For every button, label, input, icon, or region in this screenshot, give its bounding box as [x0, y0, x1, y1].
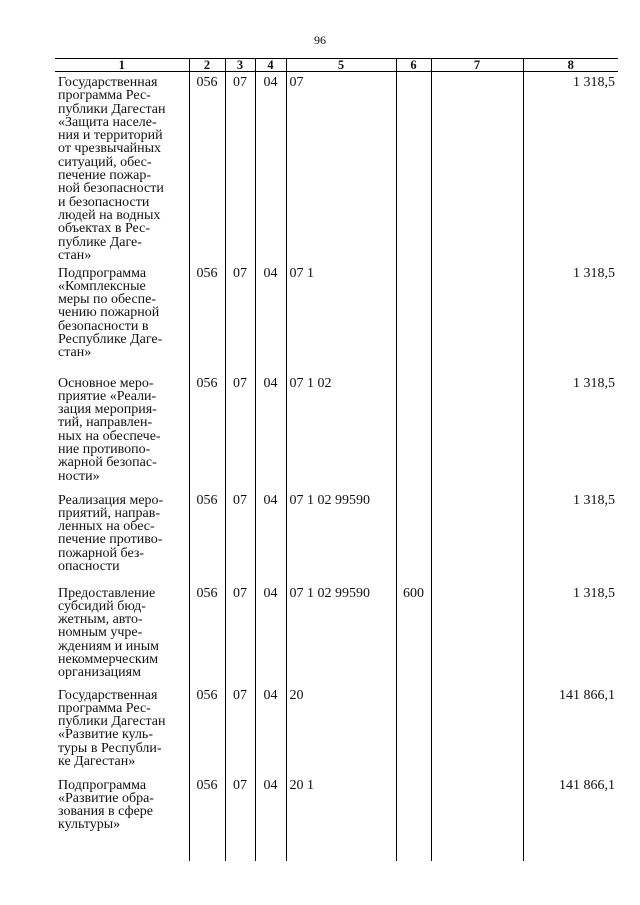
cell-extra	[431, 72, 523, 267]
row-name-line: печение пожар-	[58, 168, 152, 184]
row-name-line: ние противопо-	[58, 441, 151, 457]
cell-vr: 600	[396, 587, 431, 689]
col-header-8: 8	[523, 59, 618, 72]
cell-amount: 1 318,5	[523, 267, 618, 377]
cell-ved: 056	[189, 377, 225, 494]
row-name-line: тий, направлен-	[58, 415, 153, 431]
row-name-line: приятий, направ-	[58, 505, 161, 521]
row-name	[55, 587, 189, 689]
row-name-line: «Развитие куль-	[58, 727, 153, 743]
row-name-line: стан»	[58, 345, 92, 361]
row-name-line: печение противо-	[58, 532, 163, 548]
cell-rz: 07	[225, 587, 255, 689]
row-name-line: номным учре-	[58, 625, 143, 641]
row-name-line: ке Дагестан»	[58, 753, 136, 769]
row-name-line: меры по обеспе-	[58, 292, 157, 308]
table-row	[55, 267, 618, 377]
row-name-line: зация мероприя-	[58, 402, 157, 418]
cell-ved: 056	[189, 494, 225, 587]
cell-csr: 20 1	[286, 779, 396, 861]
cell-pr: 04	[255, 689, 286, 779]
table-row	[55, 72, 618, 267]
row-name-line: организациям	[58, 665, 141, 681]
row-name	[55, 689, 189, 779]
row-name-line: Реализация меро-	[58, 492, 164, 508]
row-name-line: ной безопасности	[58, 181, 164, 197]
row-name-line: ных на обеспече-	[58, 428, 161, 444]
row-name-line: культуры»	[58, 817, 121, 833]
cell-rz: 07	[225, 377, 255, 494]
row-name-line: ния и территорий	[58, 128, 163, 144]
row-name-line: Предоставление	[58, 585, 156, 601]
row-name-line: объектах в Рес-	[58, 221, 150, 237]
cell-pr: 04	[255, 377, 286, 494]
row-name-line: зования в сфере	[58, 804, 154, 820]
cell-amount: 141 866,1	[523, 779, 618, 861]
row-name	[55, 72, 189, 267]
cell-vr	[396, 779, 431, 861]
cell-extra	[431, 689, 523, 779]
col-header-3: 3	[225, 59, 255, 72]
page-number: 96	[314, 33, 326, 47]
row-name-line: Подпрограмма	[58, 265, 147, 281]
cell-rz: 07	[225, 267, 255, 377]
table-row	[55, 689, 618, 779]
cell-csr: 07 1	[286, 267, 396, 377]
budget-table	[55, 58, 618, 861]
col-header-2: 2	[189, 59, 225, 72]
cell-vr	[396, 377, 431, 494]
table-body	[55, 72, 618, 861]
row-name-line: Республике Даге-	[58, 331, 163, 347]
table-row	[55, 587, 618, 689]
cell-rz: 07	[225, 72, 255, 267]
cell-extra	[431, 267, 523, 377]
row-name-line: «Комплексные	[58, 278, 146, 294]
row-name-line: Основное меро-	[58, 375, 154, 391]
row-name-line: Подпрограмма	[58, 777, 147, 793]
row-name-line: ждениям и иным	[58, 638, 160, 654]
row-name-line: опасности	[58, 558, 120, 574]
table-row	[55, 494, 618, 587]
cell-pr: 04	[255, 494, 286, 587]
row-name-line: и безопасности	[58, 194, 150, 210]
row-name-line: от чрезвычайных	[58, 141, 162, 157]
cell-extra	[431, 779, 523, 861]
table-row	[55, 377, 618, 494]
row-name	[55, 267, 189, 377]
cell-pr: 04	[255, 779, 286, 861]
cell-vr	[396, 267, 431, 377]
cell-csr: 07	[286, 72, 396, 267]
cell-extra	[431, 587, 523, 689]
row-name	[55, 377, 189, 494]
cell-vr	[396, 72, 431, 267]
row-name-line: безопасности в	[58, 318, 149, 334]
row-name-line: публике Даге-	[58, 234, 142, 250]
cell-rz: 07	[225, 689, 255, 779]
row-name-line: ленных на обес-	[58, 519, 155, 535]
row-name-line: публики Дагестан	[58, 101, 166, 117]
row-name-line: людей на водных	[58, 207, 161, 223]
cell-ved: 056	[189, 689, 225, 779]
row-name	[55, 779, 189, 861]
cell-rz: 07	[225, 494, 255, 587]
cell-amount: 1 318,5	[523, 72, 618, 267]
header-row	[55, 59, 618, 72]
row-name-line: Государственная	[58, 687, 158, 703]
cell-vr	[396, 689, 431, 779]
col-header-5: 5	[286, 59, 396, 72]
row-name-line: ности»	[58, 468, 100, 484]
cell-pr: 04	[255, 267, 286, 377]
col-header-4: 4	[255, 59, 286, 72]
cell-amount: 141 866,1	[523, 689, 618, 779]
cell-ved: 056	[189, 267, 225, 377]
cell-rz: 07	[225, 779, 255, 861]
row-name-line: субсидий бюд-	[58, 598, 146, 614]
row-name	[55, 494, 189, 587]
row-name-line: чению пожарной	[58, 305, 160, 321]
cell-amount: 1 318,5	[523, 377, 618, 494]
cell-csr: 20	[286, 689, 396, 779]
row-name-line: некоммерческим	[58, 651, 159, 667]
cell-pr: 04	[255, 587, 286, 689]
cell-pr: 04	[255, 72, 286, 267]
cell-ved: 056	[189, 779, 225, 861]
col-header-6: 6	[396, 59, 431, 72]
cell-extra	[431, 377, 523, 494]
table-row	[55, 779, 618, 861]
row-name-line: стан»	[58, 247, 92, 263]
row-name-line: ситуаций, обес-	[58, 154, 152, 170]
row-name-line: пожарной без-	[58, 545, 145, 561]
cell-csr: 07 1 02	[286, 377, 396, 494]
cell-extra	[431, 494, 523, 587]
row-name-line: туры в Республи-	[58, 740, 162, 756]
row-name-line: жарной безопас-	[58, 455, 157, 471]
cell-amount: 1 318,5	[523, 494, 618, 587]
row-name-line: Государственная	[58, 75, 158, 90]
row-name-line: «Защита населе-	[58, 114, 157, 130]
col-header-7: 7	[431, 59, 523, 72]
cell-ved: 056	[189, 587, 225, 689]
cell-csr: 07 1 02 99590	[286, 587, 396, 689]
cell-amount: 1 318,5	[523, 587, 618, 689]
row-name-line: «Развитие обра-	[58, 790, 154, 806]
cell-ved: 056	[189, 72, 225, 267]
row-name-line: жетным, авто-	[58, 612, 143, 628]
row-name-line: приятие «Реали-	[58, 388, 157, 404]
cell-csr: 07 1 02 99590	[286, 494, 396, 587]
col-header-1: 1	[55, 59, 189, 72]
cell-vr	[396, 494, 431, 587]
row-name-line: программа Рес-	[58, 700, 151, 716]
row-name-line: публики Дагестан	[58, 714, 166, 730]
row-name-line: программа Рес-	[58, 88, 151, 104]
